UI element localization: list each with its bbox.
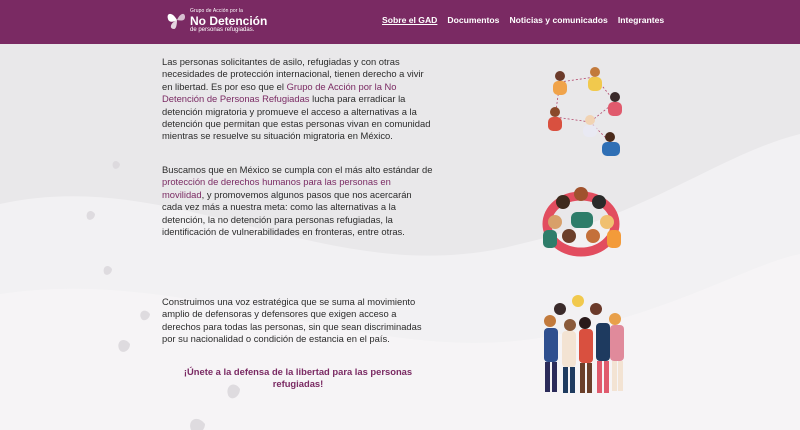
call-to-action: ¡Únete a la defensa de la libertad para las personas refugiadas! (183, 366, 413, 390)
gad-link[interactable]: Grupo de Acción por la No Detención de Personas Refugiadas (162, 80, 397, 105)
nav-integrantes[interactable]: Integrantes (617, 15, 665, 25)
logo-title: No Detención (190, 14, 268, 28)
standing-group-illustration (530, 293, 640, 398)
paragraph-2 (162, 164, 434, 238)
nav-noticias[interactable]: Noticias y comunicados (509, 15, 608, 25)
nav-sobre-el-gad[interactable]: Sobre el GAD (382, 15, 438, 25)
p2-text-b: , y promovemos algunos pasos que nos acercarán cada vez más a nuestra meta: como las alternativas a la detención, la no detención para personas refugiadas, la identificación de vulnerabilidades en fronteras, entre otras. (162, 188, 412, 238)
logo-subtitle: de personas refugiadas. (190, 27, 255, 33)
person-figure (553, 71, 567, 95)
group-hug-illustration (533, 180, 633, 258)
main-nav (382, 15, 664, 25)
paragraph-3: Construimos una voz estratégica que se suma al movimiento amplio de defensoras y defensores que exigen acceso a derechos para todas las personas, sin que sean discriminadas por su nacionalidad o condición de estancia en el país. (162, 296, 422, 345)
nav-documentos[interactable]: Documentos (447, 15, 500, 25)
logo-small-text: Grupo de Acción por la (190, 8, 244, 14)
site-logo[interactable] (166, 5, 286, 37)
paragraph-1 (162, 56, 434, 143)
human-rights-link[interactable]: protección de derechos humanos para las personas en movilidad (162, 176, 391, 200)
site-header (0, 0, 800, 44)
p1-text-a: Las personas solicitantes de asilo, refugiadas y con otras necesidades de protección internacional, tienen derecho a vivir en libertad. Es por eso que el (162, 56, 424, 92)
p2-text-a: Buscamos que en México se cumpla con el más alto estándar de (162, 164, 433, 175)
people-network-illustration (530, 62, 640, 162)
butterfly-icon (166, 7, 188, 33)
p1-text-b: lucha para erradicar la detención migratoria y promueve el acceso a alternativas a la detención que permitan que estas personas vivan en comunidad mientras se resuelve su situación migratoria en México. (162, 93, 431, 142)
